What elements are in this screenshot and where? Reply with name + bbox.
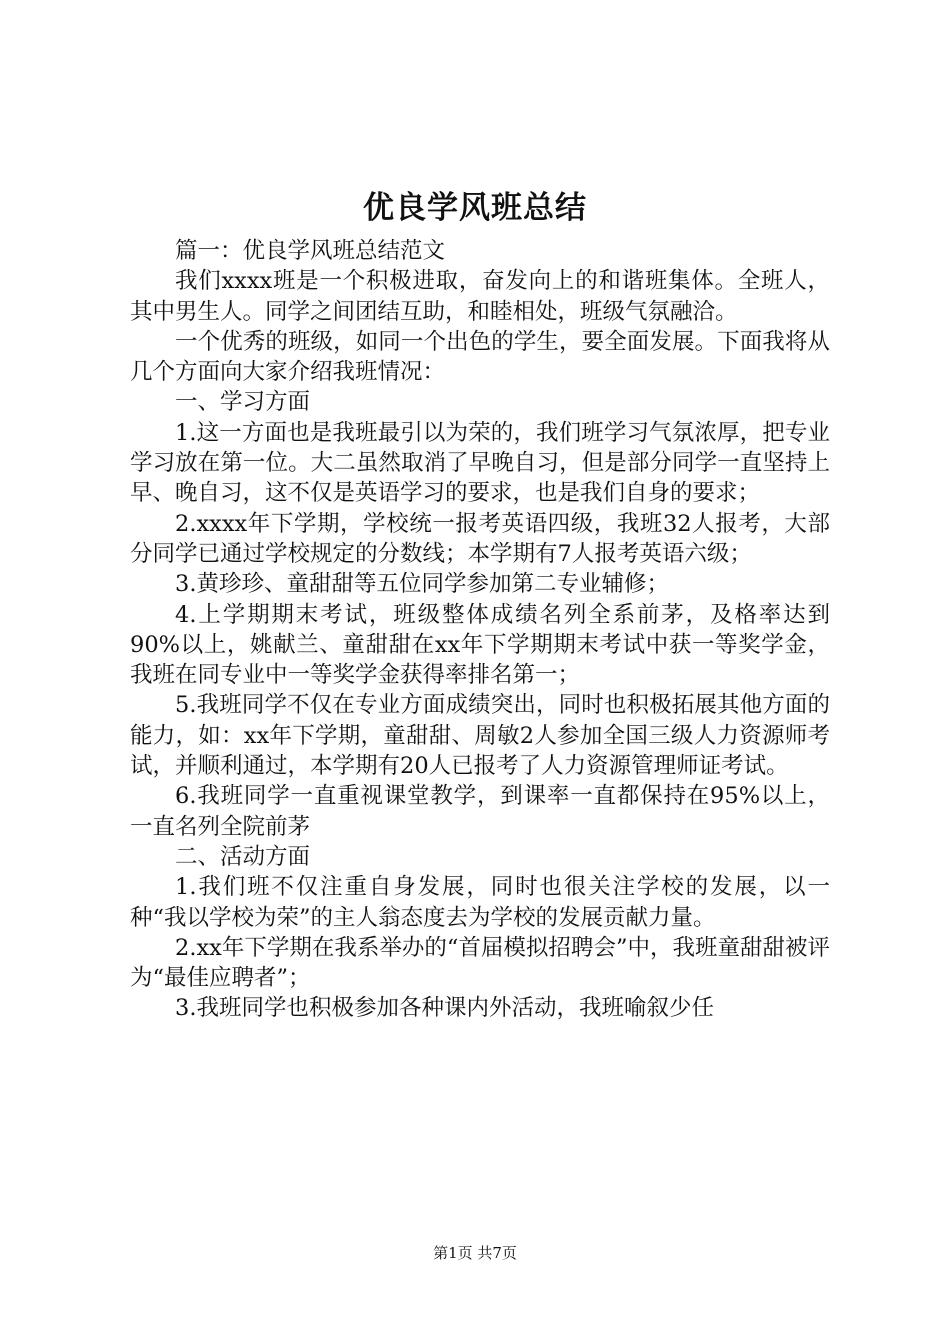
list-item: 6.我班同学一直重视课堂教学，到课率一直都保持在95%以上，一直名列全院前茅 [130, 783, 830, 840]
paragraph: 一个优秀的班级，如同一个出色的学生，要全面发展。下面我将从几个方面向大家介绍我班情况： [130, 328, 830, 386]
section-heading: 一、学习方面 [175, 389, 311, 416]
list-item: 1.我们班不仅注重自身发展，同时也很关注学校的发展，以一种“我以学校为荣”的主人翁态度去为学校的发展贡献力量。 [130, 874, 830, 931]
list-item: 3.我班同学也积极参加各种课内外活动，我班喻叙少任 [175, 995, 714, 1022]
paragraph: 我们xxxx班是一个积极进取，奋发向上的和谐班集体。全班人，其中男生人。同学之间团结互助，和睦相处，班级气氛融洽。 [130, 268, 830, 325]
page-indicator: 第1页 共7页 [433, 1244, 517, 1262]
section-subtitle: 篇一：优良学风班总结范文 [175, 238, 446, 264]
section-heading: 二、活动方面 [175, 843, 311, 870]
list-item: 3.黄珍珍、童甜甜等五位同学参加第二专业辅修； [175, 571, 669, 598]
list-item: 2.xx年下学期在我系举办的“首届模拟招聘会”中，我班童甜甜被评为“最佳应聘者”； [130, 934, 830, 992]
list-item: 1.这一方面也是我班最引以为荣的，我们班学习气氛浓厚，把专业学习放在第一位。大二虽然取消了早晚自习，但是部分同学一直坚持上早、晚自习，这不仅是英语学习的要求，也是我们自身的要求； [130, 419, 830, 507]
list-item: 4.上学期期末考试，班级整体成绩名列全系前茅，及格率达到90%以上，姚献兰、童甜甜在xx年下学期期末考试中获一等奖学金，我班在同专业中一等奖学金获得率排名第一； [130, 601, 830, 689]
document-body [130, 236, 830, 1024]
list-item: 5.我班同学不仅在专业方面成绩突出，同时也积极拓展其他方面的能力，如：xx年下学期，童甜甜、周敏2人参加全国三级人力资源师考试，并顺利通过，本学期有20人已报考了人力资源管理师证考试。 [130, 692, 830, 780]
list-item: 2.xxxx年下学期，学校统一报考英语四级，我班32人报考，大部分同学已通过学校规定的分数线；本学期有7人报考英语六级； [130, 510, 830, 567]
document-title: 优良学风班总结 [363, 190, 587, 226]
